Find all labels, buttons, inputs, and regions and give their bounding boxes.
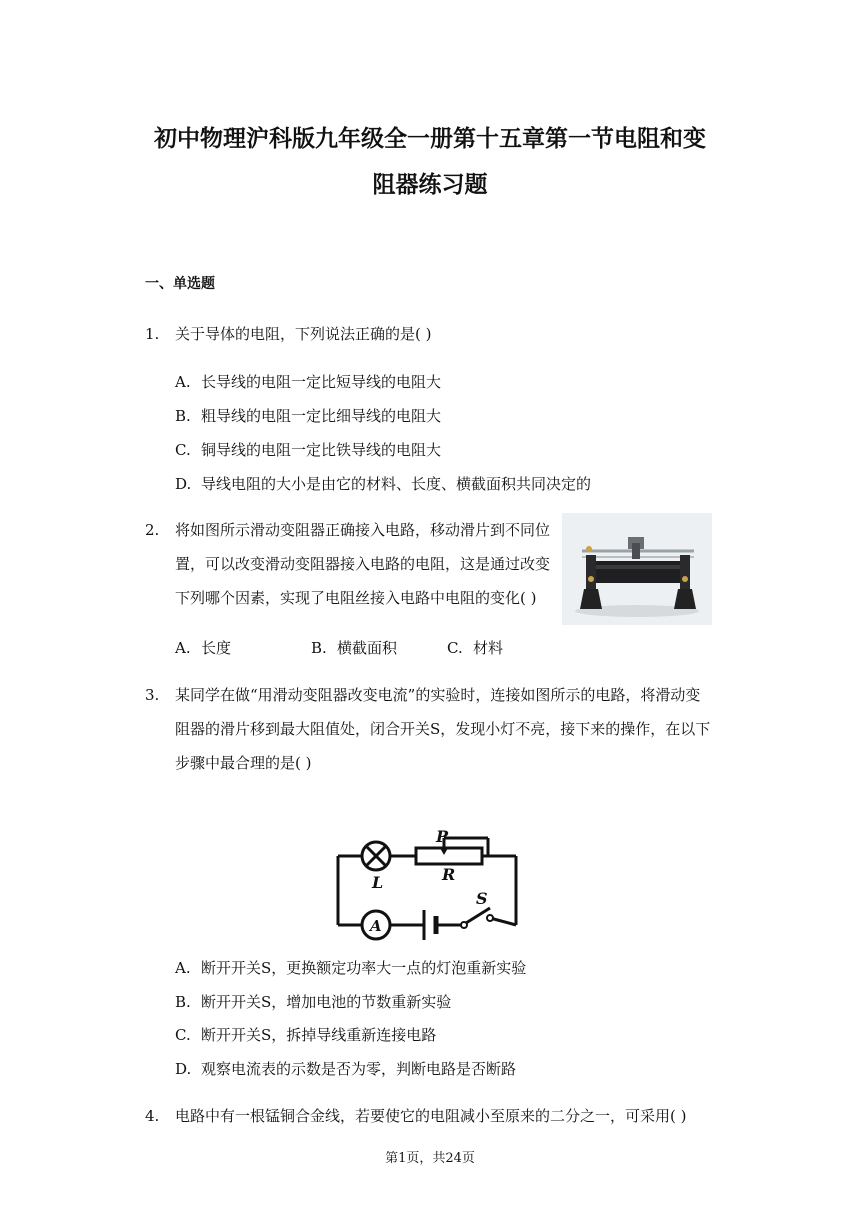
document-title-line1: 初中物理沪科版九年级全一册第十五章第一节电阻和变 bbox=[154, 126, 706, 152]
option-text: 观察电流表的示数是否为零，判断电路是否断路 bbox=[201, 1060, 517, 1078]
resistor-symbol bbox=[416, 848, 482, 864]
question-text-line: 某同学在做“用滑动变阻器改变电流”的实验时，连接如图所示的电路，将滑动变 bbox=[175, 686, 701, 704]
option-letter: A. bbox=[175, 639, 191, 657]
option-text: 导线电阻的大小是由它的材料、长度、横截面积共同决定的 bbox=[201, 475, 592, 493]
question-number: 2. bbox=[145, 521, 160, 539]
question-text bbox=[175, 513, 560, 615]
circuit-diagram bbox=[330, 828, 530, 947]
question-text-line: 下列哪个因素，实现了电阻丝接入电路中电阻的变化( ) bbox=[175, 589, 537, 607]
option-text: 粗导线的电阻一定比细导线的电阻大 bbox=[201, 407, 442, 425]
question-number: 1. bbox=[145, 325, 160, 343]
battery-symbol bbox=[424, 910, 436, 940]
resistor-label: R bbox=[442, 865, 456, 884]
switch-label: S bbox=[476, 889, 488, 908]
option-text: 断开开关S，增加电池的节数重新实验 bbox=[201, 993, 452, 1011]
switch-symbol bbox=[461, 908, 493, 928]
lamp-symbol bbox=[362, 842, 390, 870]
option-text: 长导线的电阻一定比短导线的电阻大 bbox=[201, 373, 442, 391]
option bbox=[175, 439, 441, 460]
option-letter: D. bbox=[175, 1060, 192, 1078]
option bbox=[311, 637, 397, 658]
question-text-line: 步骤中最合理的是( ) bbox=[175, 754, 312, 772]
option-letter: D. bbox=[175, 475, 192, 493]
option-text: 铜导线的电阻一定比铁导线的电阻大 bbox=[201, 441, 442, 459]
option-letter: B. bbox=[175, 993, 191, 1011]
option-letter: A. bbox=[175, 373, 191, 391]
question-number: 3. bbox=[145, 686, 160, 704]
option-letter: A. bbox=[175, 959, 191, 977]
option bbox=[175, 1058, 516, 1079]
option bbox=[175, 637, 231, 658]
option-letter: B. bbox=[175, 407, 191, 425]
question-text: 关于导体的电阻，下列说法正确的是( ) bbox=[175, 325, 432, 343]
option bbox=[447, 637, 503, 658]
option bbox=[175, 1024, 436, 1045]
page-footer: 第1页，共24页 bbox=[385, 1151, 475, 1166]
option-text: 断开开关S，拆掉导线重新连接电路 bbox=[201, 1026, 437, 1044]
question-number: 4. bbox=[145, 1107, 160, 1125]
question-text: 电路中有一根锰铜合金线，若要使它的电阻减小至原来的二分之一，可采用( ) bbox=[175, 1107, 687, 1125]
question-text bbox=[175, 678, 720, 780]
option bbox=[175, 405, 441, 426]
option-text: 长度 bbox=[201, 639, 232, 657]
option-letter: C. bbox=[447, 639, 463, 657]
section-heading: 一、单选题 bbox=[145, 276, 215, 292]
document-title-line2: 阻器练习题 bbox=[372, 172, 488, 198]
option bbox=[175, 957, 526, 978]
option-text: 横截面积 bbox=[337, 639, 398, 657]
lamp-label: L bbox=[372, 873, 384, 892]
ammeter-symbol bbox=[362, 911, 390, 939]
question-text-line: 将如图所示滑动变阻器正确接入电路，移动滑片到不同位 bbox=[175, 521, 551, 539]
slider-label: P bbox=[436, 828, 449, 846]
option-text: 材料 bbox=[473, 639, 504, 657]
option-letter: C. bbox=[175, 441, 191, 459]
option-letter: C. bbox=[175, 1026, 191, 1044]
question-text-line: 阻器的滑片移到最大阻值处，闭合开关S，发现小灯不亮，接下来的操作，在以下 bbox=[175, 720, 711, 738]
option-text: 断开开关S，更换额定功率大一点的灯泡重新实验 bbox=[201, 959, 527, 977]
option bbox=[175, 371, 441, 392]
option-letter: B. bbox=[311, 639, 327, 657]
ammeter-label: A bbox=[370, 917, 382, 935]
option bbox=[175, 473, 591, 494]
option bbox=[175, 991, 451, 1012]
rheostat-photo bbox=[562, 513, 712, 625]
question-text-line: 置，可以改变滑动变阻器接入电路的电阻，这是通过改变 bbox=[175, 555, 551, 573]
